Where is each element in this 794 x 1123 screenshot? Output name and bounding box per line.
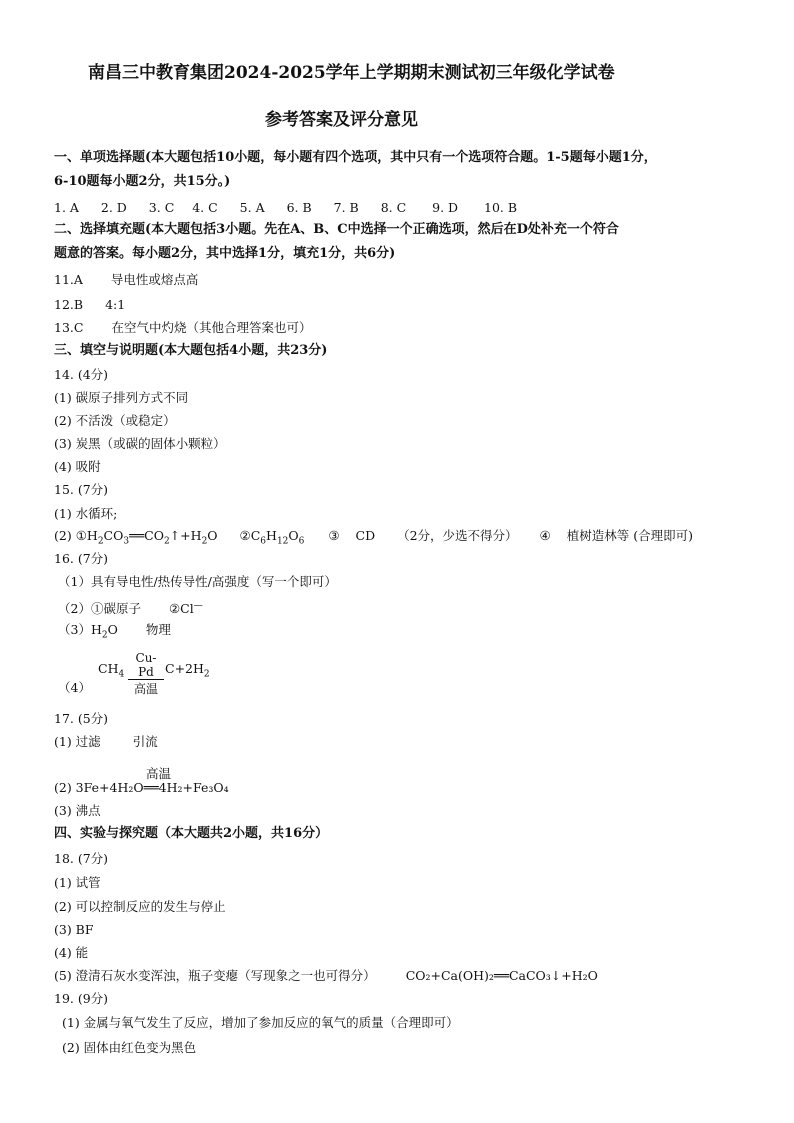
q13-answer: 13.C 在空气中灼烧（其他合理答案也可）: [54, 320, 312, 335]
q18-answer-2: (2) 可以控制反应的发生与停止: [54, 899, 226, 914]
answer-7: 7. B: [333, 200, 359, 215]
q18-answer-1: (1) 试管: [54, 875, 101, 890]
section-2-heading-line1: 二、选择填充题(本大题包括3小题。先在A、B、C中选择一个正确选项，然后在D处补充一个符合: [54, 222, 619, 237]
q17-answer-1: (1) 过滤 引流: [54, 734, 158, 749]
q19-answer-2: (2) 固体由红色变为黑色: [62, 1040, 197, 1055]
section-1-heading-line2: 6-10题每小题2分，共15分。): [54, 174, 231, 189]
q14-answer-2: (2) 不活泼（或稳定）: [54, 413, 176, 428]
answer-1: 1. A: [54, 200, 79, 215]
section-3-heading: 三、填空与说明题(本大题包括4小题，共23分): [54, 343, 328, 358]
q15-heading: 15. (7分): [54, 482, 109, 497]
q14-answer-3: (3) 炭黑（或碳的固体小颗粒）: [54, 436, 226, 451]
page-title: 南昌三中教育集团2024-2025学年上学期期末测试初三年级化学试卷: [88, 63, 615, 83]
q11-answer: 11.A 导电性或熔点高: [54, 272, 199, 287]
q17-answer-3: (3) 沸点: [54, 803, 101, 818]
q16-answer-3: $(3)H_2O$ 物理: [58, 622, 171, 641]
section-2-heading-line2: 题意的答案。每小题2分，其中选择1分，填充1分，共6分): [54, 246, 396, 261]
answer-5: 5. A: [239, 200, 265, 215]
answer-9: 9. D: [432, 200, 459, 215]
q18-answer-4: (4) 能: [54, 945, 89, 960]
q18-heading: 18. (7分): [54, 851, 109, 866]
q14-answer-1: (1) 碳原子排列方式不同: [54, 390, 189, 405]
section-4-heading: 四、实验与探究题（本大题共2小题，共16分）: [54, 826, 329, 841]
q16-condition-catalyst: Cu-Pd: [128, 651, 164, 680]
q16-answer-4-label: （4）: [58, 680, 91, 695]
q18-equation: CO₂+Ca(OH)₂══CaCO₃↓+H₂O: [405, 968, 598, 983]
section-1-answers: [54, 200, 517, 216]
q15-formula-2: $②C_6H_{12}O_6$: [239, 528, 305, 547]
q16-answer-1: （1）具有导电性/热传导性/高强度（写一个即可）: [58, 574, 337, 589]
q16-equation-left: $CH_4$: [98, 661, 125, 680]
q15-answer-1: (1) 水循环;: [54, 506, 118, 521]
q18-answer-3: (3) BF: [54, 922, 94, 937]
answer-3: 3. C: [148, 200, 175, 215]
q17-heading: 17. (5分): [54, 711, 109, 726]
q14-heading: 14. (4分): [54, 367, 109, 382]
answer-6: 6. B: [286, 200, 312, 215]
q15-answer-2: (2) $①H_2CO_3══CO_2↑+H_2O$ $②C_6H_{12}O_6$ ③ CD （2分，少选不得分） ④ 植树造林等 (合理即可): [54, 528, 693, 547]
q18-answer-5: (5) 澄清石灰水变浑浊，瓶子变瘪（写现象之一也可得分） CO₂+Ca(OH)₂══CaCO₃↓+H₂O: [54, 968, 598, 983]
q16-condition-temperature: 高温: [133, 682, 158, 696]
answer-8: 8. C: [380, 200, 407, 215]
q16-answer-2: （2）①碳原子 ②Cl—: [58, 601, 203, 617]
q16-heading: 16. (7分): [54, 551, 109, 566]
answer-4: 4. C: [192, 200, 218, 215]
answer-10: 10. B: [484, 200, 518, 215]
section-1-heading-line1: 一、单项选择题(本大题包括10小题，每小题有四个选项，其中只有一个选项符合题。1-5题每小题1分，: [54, 150, 657, 165]
q16-equation-right: $C+2H_2$: [165, 661, 210, 680]
page-subtitle: 参考答案及评分意见: [265, 110, 418, 130]
q16-equation-condition: [128, 651, 164, 697]
q17-answer-2: (2) 3Fe+4H₂O══4H₂+Fe₃O₄: [54, 780, 229, 795]
q19-heading: 19. (9分): [54, 991, 109, 1006]
q17-equation-condition: 高温: [146, 766, 172, 781]
q19-answer-1: (1) 金属与氧气发生了反应，增加了参加反应的氧气的质量（合理即可）: [62, 1015, 459, 1030]
q15-equation-1: $①H_2CO_3══CO_2↑+H_2O$: [75, 528, 218, 547]
answer-2: 2. D: [100, 200, 127, 215]
q14-answer-4: (4) 吸附: [54, 459, 101, 474]
q12-answer: 12.B 4:1: [54, 297, 126, 312]
